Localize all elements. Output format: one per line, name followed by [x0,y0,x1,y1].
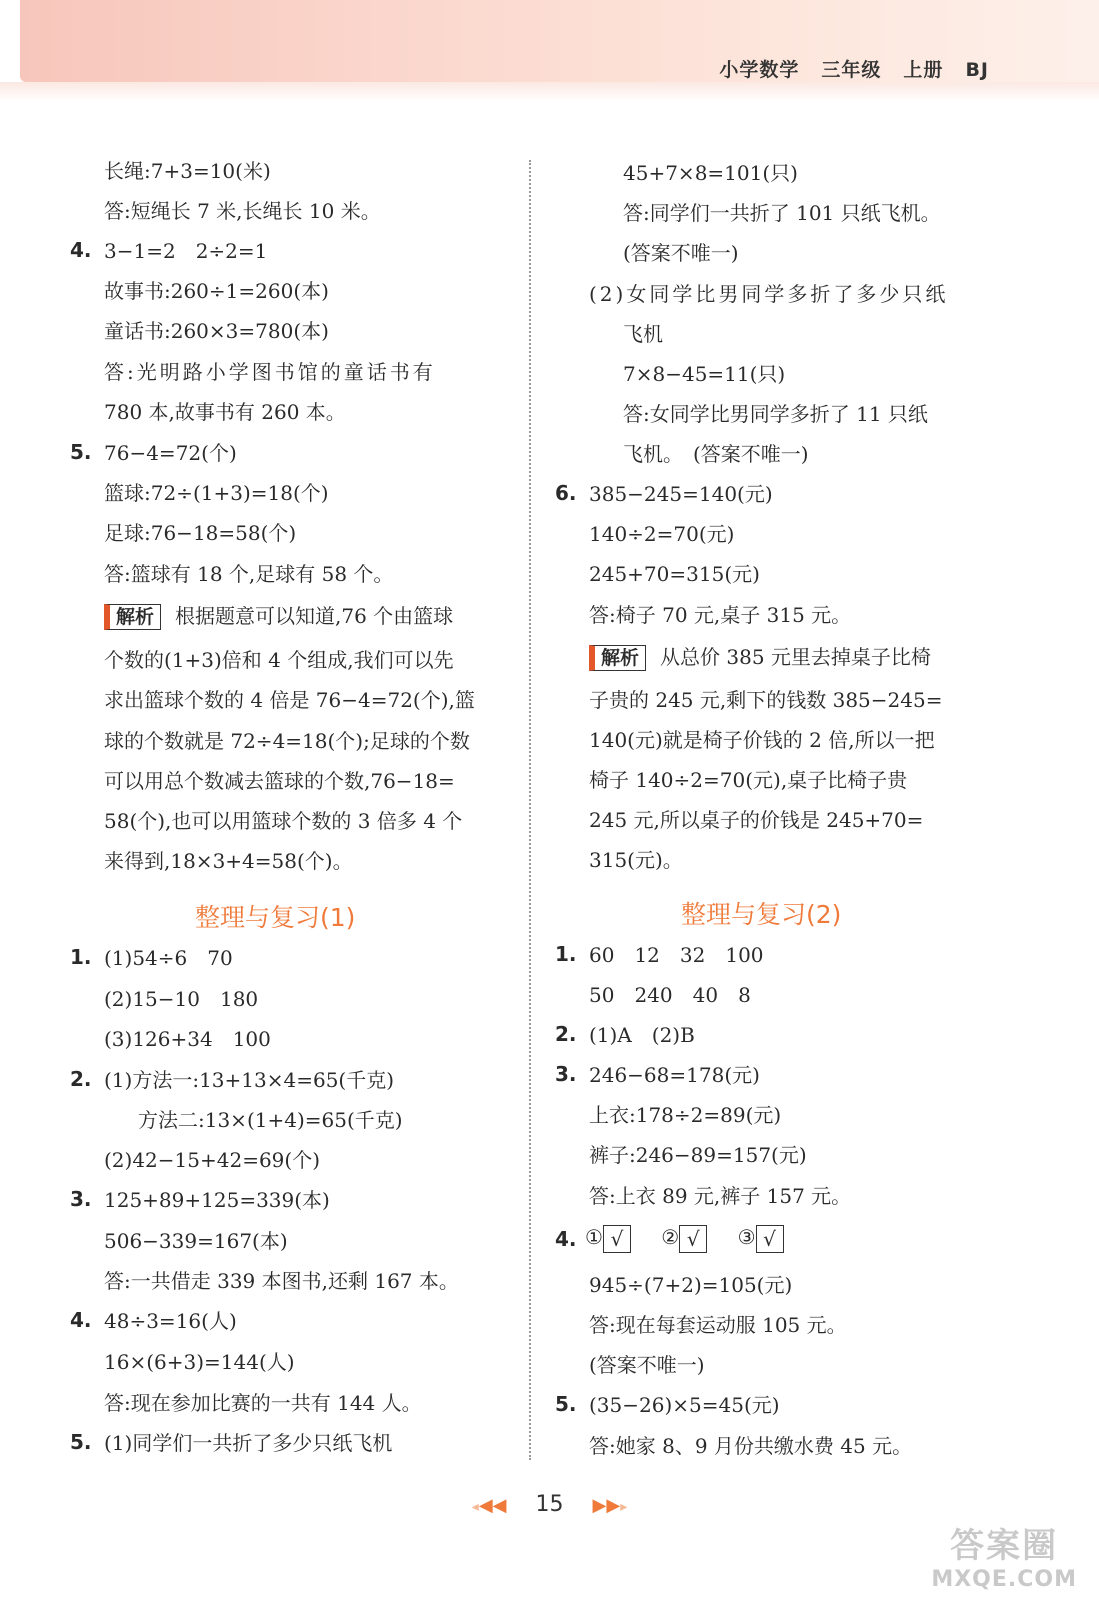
analysis-text: 从总价 385 元里去掉桌子比椅 [660,645,931,669]
answer-line: 76−4=72(个) [104,441,237,465]
answer-line: (3)126+34 100 [104,1027,271,1051]
analysis-line: 球的个数就是 72÷4=18(个);足球的个数 [104,729,470,753]
answer-line: 16×(6+3)=144(人) [104,1350,295,1374]
answer-line: 答:她家 8、9 月份共缴水费 45 元。 [589,1434,913,1458]
answer-line: 3−1=2 2÷2=1 [104,239,268,263]
section-title: 整理与复习(1) [195,903,356,932]
section-title: 整理与复习(2) [681,900,842,929]
answer-line: 飞机 [623,322,663,346]
answer-line: 45+7×8=101(只) [623,161,798,185]
answer-line: 140÷2=70(元) [589,522,735,546]
analysis-line: 个数的(1+3)倍和 4 个组成,我们可以先 [104,648,454,672]
answer-line: 125+89+125=339(本) [104,1188,330,1212]
analysis-line: 来得到,18×3+4=58(个)。 [104,849,353,873]
question-number: 5. [70,1430,92,1454]
answer-line: 答:光明路小学图书馆的童话书有 [104,360,436,384]
check-row [585,1224,794,1253]
circle-num-3: ③ [737,1225,756,1249]
watermark-logo: 答案圈 [950,1526,1059,1566]
analysis-line: 求出篮球个数的 4 倍是 76−4=72(个),篮 [104,688,475,712]
answer-line: (答案不唯一) [589,1353,705,1377]
circle-num-1: ① [585,1225,603,1249]
answer-line: 篮球:72÷(1+3)=18(个) [104,481,329,505]
book-info [719,55,989,82]
answer-line: 答:现在每套运动服 105 元。 [589,1313,847,1337]
question-number: 3. [555,1062,577,1086]
prev-page-arrow-icon: ◂ [471,1499,479,1515]
analysis-line: 140(元)就是椅子价钱的 2 倍,所以一把 [589,728,935,752]
answer-line: 答:现在参加比赛的一共有 144 人。 [104,1391,422,1415]
analysis-tag: 解析 [104,604,161,630]
answer-line: 答:同学们一共折了 101 只纸飞机。 [623,201,941,225]
check-box: √ [603,1225,631,1253]
analysis-tag: 解析 [589,645,646,671]
answer-line: 上衣:178÷2=89(元) [589,1103,782,1127]
analysis-line: 245 元,所以桌子的价钱是 245+70= [589,808,924,832]
answer-line: 飞机。 (答案不唯一) [623,442,809,466]
analysis-line: 子贵的 245 元,剩下的钱数 385−245= [589,688,943,712]
answer-line: 足球:76−18=58(个) [104,521,297,545]
answer-line: 答:上衣 89 元,裤子 157 元。 [589,1184,852,1208]
answer-line: 245+70=315(元) [589,562,760,586]
question-number: 4. [70,1308,92,1332]
answer-line: (答案不唯一) [623,241,739,265]
answer-line: 长绳:7+3=10(米) [104,159,271,183]
answer-line: 50 240 40 8 [589,983,751,1007]
analysis-line: 可以用总个数减去篮球的个数,76−18= [104,769,455,793]
answer-line: 答:篮球有 18 个,足球有 58 个。 [104,562,394,586]
answer-line: 裤子:246−89=157(元) [589,1143,807,1167]
answer-line: 780 本,故事书有 260 本。 [104,400,346,424]
answer-line: 246−68=178(元) [589,1063,760,1087]
answer-line: 48÷3=16(人) [104,1309,237,1333]
next-page-arrow-icon: ▸ [620,1499,628,1515]
answer-line: 方法二:13×(1+4)=65(千克) [138,1108,403,1132]
analysis-line: 315(元)。 [589,848,683,872]
answer-line: 答:一共借走 339 本图书,还剩 167 本。 [104,1269,459,1293]
column-divider [529,160,531,1460]
analysis-text: 根据题意可以知道,76 个由篮球 [175,604,454,628]
question-number: 5. [70,440,92,464]
analysis-line [589,644,931,671]
subject-label: 小学数学 [719,59,800,81]
edition-label: BJ [965,59,989,81]
answer-line: (2)女同学比男同学多折了多少只纸 [589,282,949,306]
volume-label: 上册 [903,59,944,81]
answer-line: 385−245=140(元) [589,482,773,506]
page-footer [0,1492,1099,1517]
answer-line: 60 12 32 100 [589,943,764,967]
answer-line: 506−339=167(本) [104,1229,288,1253]
question-number: 2. [70,1067,92,1091]
answer-line: 故事书:260÷1=260(本) [104,279,329,303]
question-number: 2. [555,1022,577,1046]
next-page-arrow-icon: ▶▶ [592,1495,621,1516]
question-number: 5. [555,1392,577,1416]
grade-label: 三年级 [821,59,882,81]
answer-line: 945÷(7+2)=105(元) [589,1273,793,1297]
question-number: 6. [555,481,577,505]
answer-line: 7×8−45=11(只) [623,362,786,386]
question-number: 1. [555,942,577,966]
answer-line: 答:女同学比男同学多折了 11 只纸 [623,402,928,426]
answer-line: (1)方法一:13+13×4=65(千克) [104,1068,395,1092]
answer-line: (1)同学们一共折了多少只纸飞机 [104,1431,393,1455]
answer-line: (2)42−15+42=69(个) [104,1148,321,1172]
analysis-line [104,603,453,630]
answer-line: (1)A (2)B [589,1023,695,1047]
analysis-line: 58(个),也可以用篮球个数的 3 倍多 4 个 [104,809,463,833]
answer-line: 答:椅子 70 元,桌子 315 元。 [589,603,852,627]
prev-page-arrow-icon: ◀◀ [478,1495,507,1516]
answer-line: 童话书:260×3=780(本) [104,319,329,343]
check-box: √ [756,1225,784,1253]
header-shade [0,82,1099,102]
answer-line: (1)54÷6 70 [104,946,233,970]
circle-num-2: ② [661,1225,680,1249]
question-number: 4. [70,238,92,262]
question-number: 4. [555,1227,577,1251]
watermark [931,1518,1077,1592]
question-number: 1. [70,945,92,969]
answer-line: (35−26)×5=45(元) [589,1393,780,1417]
check-box: √ [679,1225,707,1253]
page-number: 15 [535,1492,564,1517]
watermark-url: MXQE.COM [931,1567,1077,1592]
answer-line: 答:短绳长 7 米,长绳长 10 米。 [104,199,381,223]
answer-line: (2)15−10 180 [104,987,259,1011]
question-number: 3. [70,1187,92,1211]
analysis-line: 椅子 140÷2=70(元),桌子比椅子贵 [589,768,908,792]
